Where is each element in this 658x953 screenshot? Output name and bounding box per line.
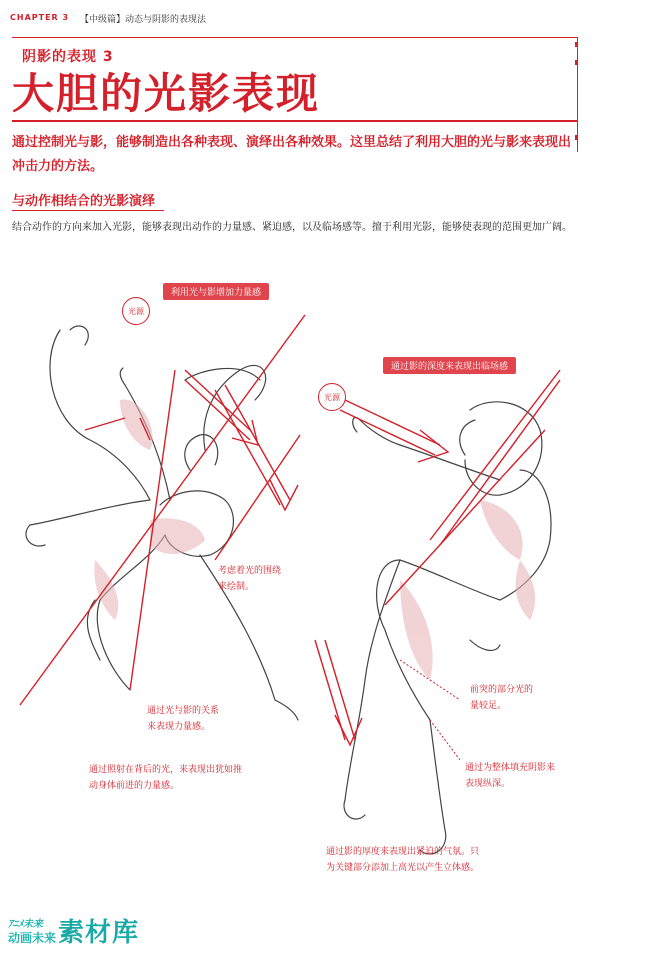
left-light-source-marker: 光源 (122, 297, 150, 325)
subsection-heading: 与动作相结合的光影演绎 (12, 194, 156, 209)
shadow-fills (94, 400, 535, 680)
left-note-1-line1: 考虑着光的围绕 (218, 566, 282, 576)
left-note-3 (89, 762, 242, 794)
chapter-title: 【中级篇】动态与阴影的表现法 (80, 15, 207, 25)
chapter-label: CHAPTER 3 (10, 13, 70, 22)
right-note-3-line2: 为关键部分添加上高光以产生立体感。 (326, 863, 480, 873)
right-note-2 (465, 760, 555, 792)
watermark-logo-line2: 动画未来 (8, 931, 57, 945)
right-note-3 (326, 844, 479, 876)
left-note-1 (218, 563, 281, 595)
left-figure-badge: 利用光与影增加力量感 (163, 283, 269, 300)
left-note-2-line2: 来表现力量感。 (147, 722, 211, 732)
right-light-source-marker: 光源 (318, 383, 346, 411)
left-note-3-line2: 动身体前进的力量感。 (89, 781, 180, 791)
subsection-body: 结合动作的方向来加入光影，能够表现出动作的力量感、紧迫感，以及临场感等。擅于利用光影，能够使表现的范围更加广阔。 (12, 222, 572, 233)
left-note-1-line2: 来绘制。 (218, 582, 255, 592)
watermark-logo-line1: ｱﾆﾒ未来 (8, 919, 43, 930)
section-label: 阴影的表现 3 (22, 49, 114, 65)
watermark-logo-main: 素材库 (58, 918, 140, 948)
page-title: 大胆的光影表现 (12, 69, 321, 118)
right-note-3-line1: 通过影的厚度来表现出紧迫的气氛。只 (326, 847, 480, 857)
right-note-2-line2: 表现纵深。 (465, 779, 511, 789)
right-note-1-line2: 量较足。 (470, 701, 507, 711)
right-note-1-line1: 前突的部分光的 (470, 685, 534, 695)
left-note-2 (147, 703, 219, 735)
left-note-2-line1: 通过光与影的关系 (147, 706, 220, 716)
right-note-2-line1: 通过为整体填充阴影来 (465, 763, 556, 773)
right-figure-badge: 通过影的深度来表现出临场感 (383, 357, 516, 374)
right-note-1 (470, 682, 533, 714)
intro-text: 通过控制光与影，能够制造出各种表现、演绎出各种效果。这里总结了利用大胆的光与影来表现出冲击力的方法。 (12, 135, 572, 174)
left-note-3-line1: 通过照射在背后的光，来表现出犹如推 (89, 765, 243, 775)
